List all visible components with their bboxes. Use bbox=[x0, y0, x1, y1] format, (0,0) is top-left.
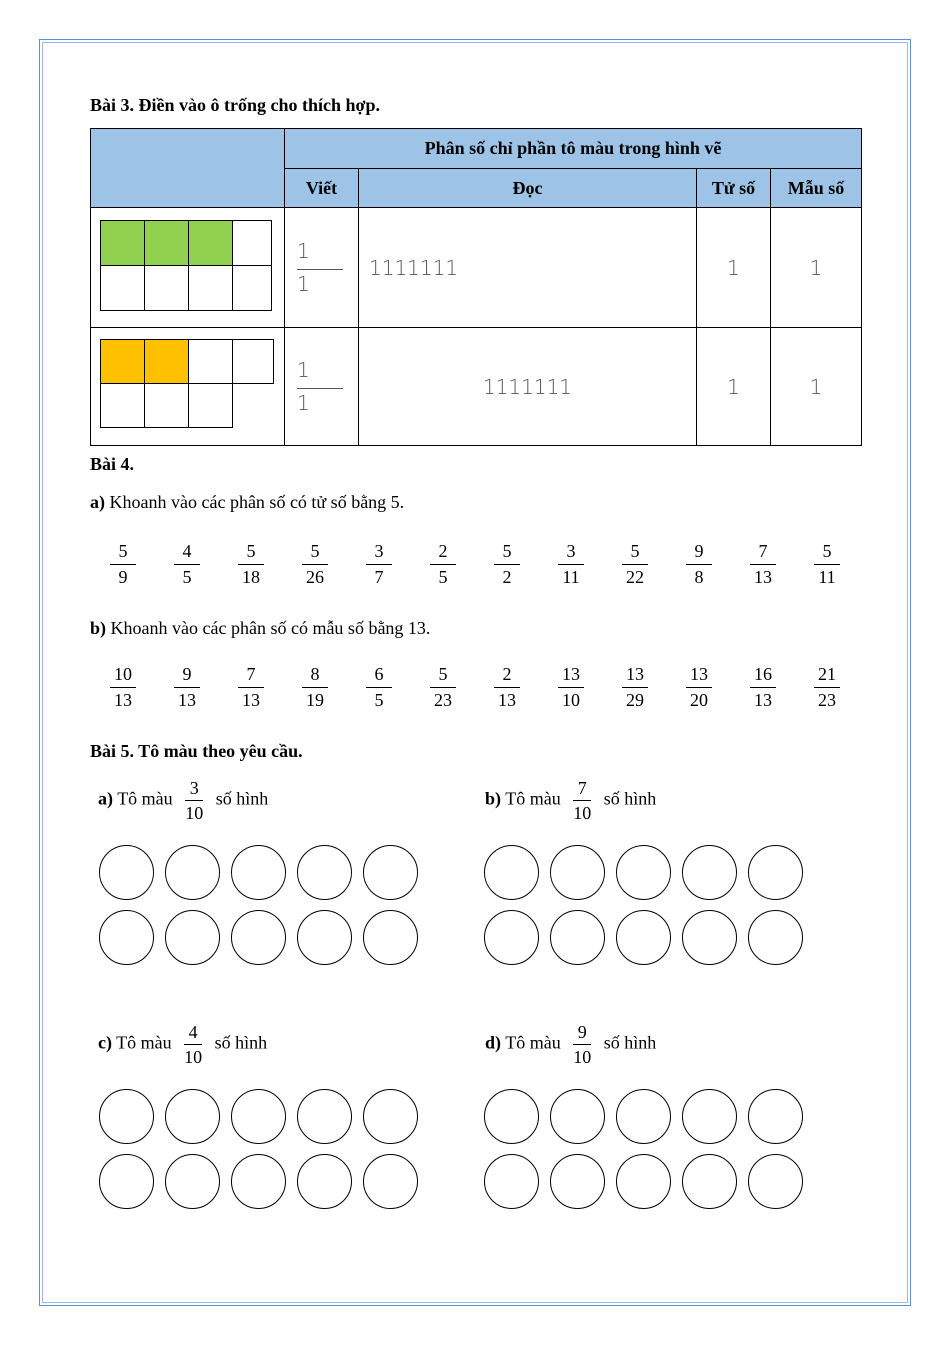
fraction-bar bbox=[558, 564, 584, 565]
circle-shape[interactable] bbox=[363, 1154, 418, 1209]
header-main: Phân số chỉ phần tô màu trong hình vẽ bbox=[285, 129, 862, 169]
numerator: 7 bbox=[758, 541, 768, 561]
viet-denominator: 1 bbox=[297, 272, 310, 296]
denominator: 8 bbox=[694, 567, 704, 587]
bai5-b-label: b) bbox=[485, 788, 502, 809]
circle-shape[interactable] bbox=[297, 1089, 352, 1144]
fraction-bar bbox=[110, 564, 136, 565]
circle-shape[interactable] bbox=[616, 1154, 671, 1209]
circle-shape[interactable] bbox=[363, 910, 418, 965]
fraction-bar bbox=[814, 687, 840, 688]
fraction-bar bbox=[573, 800, 591, 801]
suffix-text: số hình bbox=[603, 1032, 657, 1053]
fraction-item[interactable] bbox=[238, 664, 264, 710]
denominator: 10 bbox=[573, 803, 592, 823]
mauso-cell: 1 bbox=[771, 328, 862, 446]
denominator: 9 bbox=[118, 567, 128, 587]
fraction-item[interactable] bbox=[622, 541, 648, 587]
fraction-item[interactable] bbox=[750, 664, 776, 710]
numerator: 5 bbox=[310, 541, 320, 561]
circle-shape[interactable] bbox=[484, 1089, 539, 1144]
bai4-a-text: Khoanh vào các phân số có tử số bằng 5. bbox=[105, 492, 405, 512]
numerator: 4 bbox=[188, 1022, 198, 1042]
circle-shape[interactable] bbox=[165, 845, 220, 900]
fraction-bar bbox=[494, 564, 520, 565]
fraction-item[interactable] bbox=[686, 541, 712, 587]
grid-cell bbox=[188, 265, 233, 311]
circle-shape[interactable] bbox=[682, 1089, 737, 1144]
grid-cell bbox=[188, 383, 233, 428]
circle-group-d bbox=[484, 1089, 803, 1209]
bai5-c-label: c) bbox=[98, 1032, 112, 1053]
viet-cell bbox=[285, 328, 359, 446]
denominator: 20 bbox=[690, 690, 708, 710]
figure-cell bbox=[91, 328, 285, 446]
bai5-d-fraction bbox=[573, 1022, 591, 1067]
grid-cell bbox=[232, 339, 274, 384]
denominator: 22 bbox=[626, 567, 644, 587]
denominator: 11 bbox=[562, 567, 580, 587]
fraction-bar bbox=[174, 564, 200, 565]
numerator: 5 bbox=[630, 541, 640, 561]
grid-cell bbox=[232, 220, 272, 266]
circle-group-a bbox=[99, 845, 418, 965]
doc-cell: 1111111 bbox=[359, 328, 697, 446]
numerator: 6 bbox=[374, 664, 384, 684]
bai4-a-label: a) bbox=[90, 492, 105, 512]
circle-shape[interactable] bbox=[682, 910, 737, 965]
fraction-item[interactable] bbox=[430, 541, 456, 587]
circle-shape[interactable] bbox=[99, 845, 154, 900]
circle-shape[interactable] bbox=[297, 910, 352, 965]
circle-shape[interactable] bbox=[363, 1089, 418, 1144]
grid-cell bbox=[188, 339, 233, 384]
fraction-item[interactable] bbox=[430, 664, 456, 710]
circle-shape[interactable] bbox=[165, 1089, 220, 1144]
header-blank-cell bbox=[91, 129, 285, 208]
grid-cell-shaded bbox=[100, 339, 145, 384]
denominator: 10 bbox=[184, 1047, 203, 1067]
numerator: 5 bbox=[118, 541, 128, 561]
tuso-cell: 1 bbox=[697, 208, 771, 328]
circle-shape[interactable] bbox=[616, 845, 671, 900]
numerator: 21 bbox=[818, 664, 836, 684]
circle-shape[interactable] bbox=[165, 910, 220, 965]
circle-group-c bbox=[99, 1089, 418, 1209]
denominator: 2 bbox=[502, 567, 512, 587]
numerator: 5 bbox=[822, 541, 832, 561]
bai5-a-fraction bbox=[185, 778, 203, 823]
denominator: 13 bbox=[754, 690, 772, 710]
fraction-bar bbox=[174, 687, 200, 688]
circle-shape[interactable] bbox=[99, 1154, 154, 1209]
numerator: 13 bbox=[562, 664, 580, 684]
circle-shape[interactable] bbox=[297, 845, 352, 900]
header-doc: Đọc bbox=[359, 169, 697, 208]
mauso-cell: 1 bbox=[771, 208, 862, 328]
bai5-b-instruction bbox=[485, 778, 656, 823]
circle-shape[interactable] bbox=[550, 845, 605, 900]
bai5-title: Bài 5. Tô màu theo yêu cầu. bbox=[90, 741, 303, 761]
suffix-text: số hình bbox=[215, 788, 269, 809]
circle-shape[interactable] bbox=[748, 1154, 803, 1209]
circle-shape[interactable] bbox=[682, 845, 737, 900]
fraction-item[interactable] bbox=[366, 664, 392, 710]
circle-shape[interactable] bbox=[231, 1154, 286, 1209]
circle-shape[interactable] bbox=[550, 1154, 605, 1209]
fraction-item[interactable] bbox=[558, 664, 584, 710]
bai5-d-label: d) bbox=[485, 1032, 502, 1053]
circle-shape[interactable] bbox=[484, 845, 539, 900]
prefix-text: Tô màu bbox=[505, 788, 561, 809]
denominator: 11 bbox=[818, 567, 836, 587]
suffix-text: số hình bbox=[214, 1032, 268, 1053]
grid-cell-shaded bbox=[144, 339, 189, 384]
fraction-item[interactable] bbox=[686, 664, 712, 710]
fraction-item[interactable] bbox=[110, 541, 136, 587]
circle-shape[interactable] bbox=[616, 1089, 671, 1144]
denominator: 13 bbox=[242, 690, 260, 710]
denominator: 10 bbox=[562, 690, 580, 710]
grid-cell-shaded bbox=[100, 220, 145, 266]
numerator: 9 bbox=[182, 664, 192, 684]
fraction-bar bbox=[366, 564, 392, 565]
denominator: 18 bbox=[242, 567, 260, 587]
denominator: 5 bbox=[438, 567, 448, 587]
bai5-a-label: a) bbox=[98, 788, 113, 809]
denominator: 10 bbox=[573, 1047, 592, 1067]
numerator: 5 bbox=[438, 664, 448, 684]
fraction-item[interactable] bbox=[366, 541, 392, 587]
fraction-bar bbox=[238, 687, 264, 688]
circle-shape[interactable] bbox=[231, 1089, 286, 1144]
denominator: 10 bbox=[185, 803, 204, 823]
prefix-text: Tô màu bbox=[116, 1032, 172, 1053]
numerator: 5 bbox=[502, 541, 512, 561]
fraction-bar bbox=[750, 564, 776, 565]
numerator: 2 bbox=[438, 541, 448, 561]
grid-cell bbox=[232, 265, 272, 311]
fraction-item[interactable] bbox=[238, 541, 264, 587]
denominator: 13 bbox=[498, 690, 516, 710]
fraction-bar bbox=[430, 687, 456, 688]
table-row bbox=[91, 208, 862, 328]
denominator: 7 bbox=[374, 567, 384, 587]
fraction-bar bbox=[686, 687, 712, 688]
bai4-b-fractions bbox=[110, 664, 840, 710]
bai4-b-instruction bbox=[90, 618, 430, 639]
fraction-item[interactable] bbox=[174, 541, 200, 587]
bai5-c-fraction bbox=[184, 1022, 202, 1067]
bai5-a-instruction bbox=[98, 778, 268, 823]
suffix-text: số hình bbox=[603, 788, 657, 809]
circle-shape[interactable] bbox=[231, 845, 286, 900]
bai4-b-label: b) bbox=[90, 618, 107, 638]
fraction-bar bbox=[622, 687, 648, 688]
fraction-bar bbox=[366, 687, 392, 688]
header-viet: Viết bbox=[285, 169, 359, 208]
numerator: 7 bbox=[246, 664, 256, 684]
viet-denominator: 1 bbox=[297, 391, 310, 415]
bai4-b-text: Khoanh vào các phân số có mẫu số bằng 13. bbox=[106, 618, 431, 638]
numerator: 16 bbox=[754, 664, 772, 684]
circle-shape[interactable] bbox=[484, 910, 539, 965]
denominator: 13 bbox=[114, 690, 132, 710]
circle-shape[interactable] bbox=[748, 910, 803, 965]
fraction-item[interactable] bbox=[494, 664, 520, 710]
bai3-title: Bài 3. Điền vào ô trống cho thích hợp. bbox=[90, 95, 380, 115]
fraction-item[interactable] bbox=[814, 541, 840, 587]
numerator: 3 bbox=[566, 541, 576, 561]
circle-shape[interactable] bbox=[748, 845, 803, 900]
viet-cell bbox=[285, 208, 359, 328]
denominator: 29 bbox=[626, 690, 644, 710]
viet-numerator: 1 bbox=[297, 239, 310, 263]
fraction-bar bbox=[558, 687, 584, 688]
numerator: 13 bbox=[626, 664, 644, 684]
numerator: 13 bbox=[690, 664, 708, 684]
circle-shape[interactable] bbox=[616, 910, 671, 965]
fraction-item[interactable] bbox=[494, 541, 520, 587]
circle-shape[interactable] bbox=[99, 910, 154, 965]
denominator: 23 bbox=[818, 690, 836, 710]
numerator: 9 bbox=[694, 541, 704, 561]
fraction-bar bbox=[297, 269, 343, 270]
denominator: 26 bbox=[306, 567, 324, 587]
fraction-item[interactable] bbox=[174, 664, 200, 710]
numerator: 3 bbox=[189, 778, 199, 798]
circle-shape[interactable] bbox=[682, 1154, 737, 1209]
grid-cell-shaded bbox=[188, 220, 233, 266]
header-mauso: Mẫu số bbox=[771, 169, 862, 208]
numerator: 2 bbox=[502, 664, 512, 684]
numerator: 7 bbox=[577, 778, 587, 798]
shaded-grid-2 bbox=[91, 329, 284, 445]
grid-cell bbox=[100, 265, 145, 311]
fraction-item[interactable] bbox=[814, 664, 840, 710]
fraction-bar bbox=[184, 1044, 202, 1045]
numerator: 3 bbox=[374, 541, 384, 561]
denominator: 5 bbox=[182, 567, 192, 587]
fraction-bar bbox=[622, 564, 648, 565]
bai4-a-fractions bbox=[110, 541, 840, 587]
bai5-c-instruction bbox=[98, 1022, 267, 1067]
shaded-grid-1 bbox=[91, 209, 284, 327]
grid-cell-shaded bbox=[144, 220, 189, 266]
fraction-item[interactable] bbox=[622, 664, 648, 710]
fraction-bar bbox=[573, 1044, 591, 1045]
denominator: 13 bbox=[754, 567, 772, 587]
fraction-bar bbox=[302, 564, 328, 565]
numerator: 4 bbox=[182, 541, 192, 561]
fraction-bar bbox=[110, 687, 136, 688]
grid-cell bbox=[144, 383, 189, 428]
denominator: 5 bbox=[374, 690, 384, 710]
fraction-item[interactable] bbox=[110, 664, 136, 710]
numerator: 10 bbox=[114, 664, 132, 684]
fraction-bar bbox=[297, 388, 343, 389]
fraction-bar bbox=[686, 564, 712, 565]
circle-shape[interactable] bbox=[297, 1154, 352, 1209]
circle-shape[interactable] bbox=[550, 1089, 605, 1144]
bai5-d-instruction bbox=[485, 1022, 656, 1067]
grid-cell bbox=[144, 265, 189, 311]
denominator: 19 bbox=[306, 690, 324, 710]
grid-cell bbox=[100, 383, 145, 428]
circle-shape[interactable] bbox=[748, 1089, 803, 1144]
fraction-item[interactable] bbox=[750, 541, 776, 587]
fraction-bar bbox=[430, 564, 456, 565]
fraction-bar bbox=[750, 687, 776, 688]
numerator: 5 bbox=[246, 541, 256, 561]
circle-shape[interactable] bbox=[363, 845, 418, 900]
circle-shape[interactable] bbox=[231, 910, 286, 965]
circle-shape[interactable] bbox=[99, 1089, 154, 1144]
denominator: 13 bbox=[178, 690, 196, 710]
fraction-item[interactable] bbox=[558, 541, 584, 587]
bai3-table bbox=[90, 128, 862, 446]
prefix-text: Tô màu bbox=[505, 1032, 561, 1053]
numerator: 9 bbox=[577, 1022, 587, 1042]
fraction-bar bbox=[185, 800, 203, 801]
figure-cell bbox=[91, 208, 285, 328]
circle-group-b bbox=[484, 845, 803, 965]
fraction-bar bbox=[238, 564, 264, 565]
fraction-bar bbox=[814, 564, 840, 565]
circle-shape[interactable] bbox=[550, 910, 605, 965]
tuso-cell: 1 bbox=[697, 328, 771, 446]
denominator: 23 bbox=[434, 690, 452, 710]
doc-cell: 1111111 bbox=[359, 208, 697, 328]
circle-shape[interactable] bbox=[165, 1154, 220, 1209]
bai4-a-instruction bbox=[90, 492, 404, 513]
numerator: 8 bbox=[310, 664, 320, 684]
fraction-bar bbox=[494, 687, 520, 688]
fraction-item[interactable] bbox=[302, 664, 328, 710]
bai4-title: Bài 4. bbox=[90, 454, 135, 474]
header-tuso: Tử số bbox=[697, 169, 771, 208]
table-row bbox=[91, 328, 862, 446]
viet-numerator: 1 bbox=[297, 358, 310, 382]
bai5-b-fraction bbox=[573, 778, 591, 823]
circle-shape[interactable] bbox=[484, 1154, 539, 1209]
fraction-item[interactable] bbox=[302, 541, 328, 587]
fraction-bar bbox=[302, 687, 328, 688]
prefix-text: Tô màu bbox=[117, 788, 173, 809]
